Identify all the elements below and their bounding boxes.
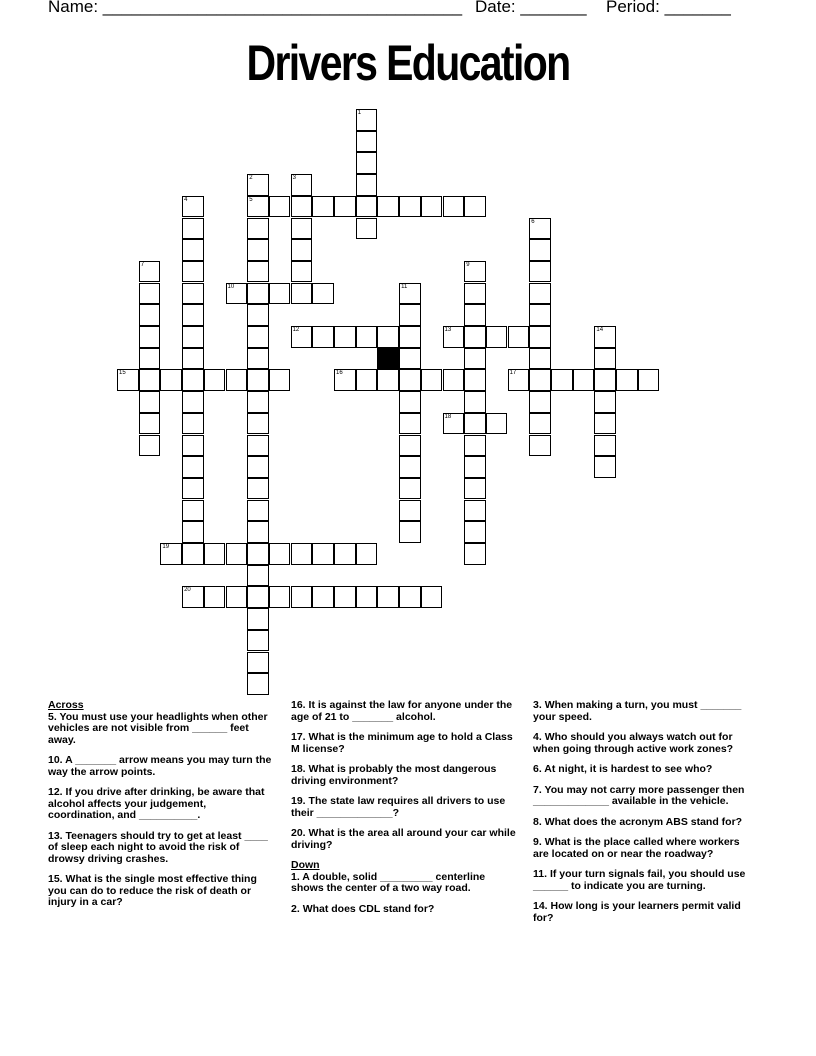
crossword-cell[interactable] bbox=[247, 218, 269, 240]
crossword-cell[interactable] bbox=[291, 196, 313, 218]
clue-number: 4 bbox=[184, 196, 188, 203]
name-field-label: Name: ______________________________________ bbox=[48, 0, 463, 16]
clue-across-17: 17. What is the minimum age to hold a Class M license? bbox=[291, 731, 513, 755]
crossword-cell[interactable] bbox=[139, 283, 161, 305]
crossword-cell[interactable] bbox=[269, 543, 291, 565]
crossword-cell[interactable] bbox=[182, 500, 204, 522]
clue-number: 11 bbox=[401, 283, 408, 290]
crossword-cell[interactable] bbox=[399, 478, 421, 500]
crossword-cell[interactable] bbox=[616, 369, 638, 391]
crossword-cell[interactable] bbox=[291, 218, 313, 240]
crossword-cell[interactable] bbox=[529, 283, 551, 305]
crossword-cell[interactable] bbox=[399, 500, 421, 522]
crossword-cell[interactable] bbox=[247, 239, 269, 261]
crossword-cell[interactable] bbox=[464, 196, 486, 218]
date-field-label: Date: _______ bbox=[475, 0, 587, 16]
crossword-cell[interactable] bbox=[594, 348, 616, 370]
clue-number: 6 bbox=[531, 218, 535, 225]
crossword-black-cell bbox=[377, 348, 399, 370]
crossword-cell[interactable] bbox=[334, 586, 356, 608]
crossword-cell[interactable] bbox=[247, 586, 269, 608]
crossword-cell[interactable] bbox=[139, 348, 161, 370]
crossword-cell[interactable] bbox=[312, 586, 334, 608]
clue-down-7: 7. You may not carry more passenger then _____________ available in the vehicle. bbox=[533, 783, 745, 807]
crossword-cell[interactable] bbox=[399, 369, 421, 391]
crossword-cell[interactable] bbox=[356, 218, 378, 240]
crossword-cell[interactable] bbox=[139, 326, 161, 348]
crossword-cell[interactable] bbox=[226, 543, 248, 565]
crossword-cell[interactable] bbox=[638, 369, 660, 391]
clue-number: 9 bbox=[466, 261, 470, 268]
crossword-cell[interactable] bbox=[377, 196, 399, 218]
crossword-cell[interactable] bbox=[529, 326, 551, 348]
crossword-cell[interactable] bbox=[182, 369, 204, 391]
crossword-cell[interactable] bbox=[247, 478, 269, 500]
crossword-cell[interactable] bbox=[139, 304, 161, 326]
clue-down-11: 11. If your turn signals fail, you should use ______ to indicate you are turning. bbox=[533, 868, 746, 892]
clue-down-3: 3. When making a turn, you must _______ your speed. bbox=[533, 699, 742, 723]
crossword-cell[interactable] bbox=[247, 543, 269, 565]
clue-number: 3 bbox=[292, 175, 296, 182]
clue-number: 19 bbox=[162, 544, 170, 550]
crossword-cell[interactable] bbox=[356, 131, 378, 153]
crossword-cell[interactable] bbox=[247, 456, 269, 478]
crossword-cell[interactable] bbox=[529, 261, 551, 283]
clue-number: 7 bbox=[140, 261, 145, 268]
crossword-cell[interactable] bbox=[182, 196, 204, 218]
crossword-cell[interactable] bbox=[399, 456, 421, 478]
crossword-cell[interactable] bbox=[182, 586, 204, 608]
crossword-cell[interactable] bbox=[594, 391, 616, 413]
clue-down-6: 6. At night, it is hardest to see who? bbox=[533, 763, 713, 775]
crossword-cell[interactable] bbox=[594, 413, 616, 435]
crossword-cell[interactable] bbox=[377, 326, 399, 348]
crossword-cell[interactable] bbox=[508, 326, 530, 348]
crossword-cell[interactable] bbox=[356, 152, 378, 174]
clue-down-2: 2. What does CDL stand for? bbox=[291, 902, 435, 915]
crossword-cell[interactable] bbox=[291, 326, 313, 348]
across-heading: Across bbox=[48, 699, 84, 711]
crossword-cell[interactable] bbox=[529, 304, 551, 326]
clue-across-18: 18. What is probably the most dangerous driving environment? bbox=[291, 763, 497, 787]
crossword-cell[interactable] bbox=[529, 348, 551, 370]
crossword-cell[interactable] bbox=[247, 500, 269, 522]
crossword-cell[interactable] bbox=[529, 435, 551, 457]
clue-across-13: 13. Teenagers should try to get at least ____ of sleep each night to avoid the risk of drowsy driving crashes. bbox=[48, 829, 268, 865]
clue-number: 14 bbox=[596, 327, 604, 333]
crossword-cell[interactable] bbox=[529, 413, 551, 435]
crossword-cell[interactable] bbox=[529, 369, 551, 391]
page-title: Drivers Education bbox=[246, 35, 570, 91]
crossword-cell[interactable] bbox=[443, 413, 465, 435]
crossword-cell[interactable] bbox=[399, 435, 421, 457]
crossword-cell[interactable] bbox=[399, 413, 421, 435]
crossword-cell[interactable] bbox=[182, 348, 204, 370]
crossword-cell[interactable] bbox=[204, 369, 226, 391]
clue-number: 12 bbox=[292, 327, 300, 333]
crossword-cell[interactable] bbox=[160, 543, 182, 565]
crossword-cell[interactable] bbox=[139, 413, 161, 435]
crossword-cell[interactable] bbox=[247, 283, 269, 305]
crossword-cell[interactable] bbox=[182, 218, 204, 240]
crossword-cell[interactable] bbox=[182, 326, 204, 348]
clue-down-14: 14. How long is your learners permit valid for? bbox=[533, 900, 741, 924]
crossword-cell[interactable] bbox=[508, 369, 530, 391]
crossword-cell[interactable] bbox=[247, 630, 269, 652]
crossword-cell[interactable] bbox=[356, 369, 378, 391]
crossword-cell[interactable] bbox=[399, 196, 421, 218]
crossword-cell[interactable] bbox=[247, 174, 269, 196]
crossword-cell[interactable] bbox=[334, 543, 356, 565]
crossword-cell[interactable] bbox=[226, 369, 248, 391]
crossword-cell[interactable] bbox=[356, 586, 378, 608]
period-field-label: Period: _______ bbox=[606, 0, 731, 16]
crossword-cell[interactable] bbox=[356, 109, 378, 131]
crossword-cell[interactable] bbox=[182, 521, 204, 543]
crossword-cell[interactable] bbox=[551, 369, 573, 391]
crossword-cell[interactable] bbox=[269, 196, 291, 218]
crossword-cell[interactable] bbox=[269, 586, 291, 608]
crossword-cell[interactable] bbox=[399, 391, 421, 413]
crossword-cell[interactable] bbox=[356, 543, 378, 565]
crossword-cell[interactable] bbox=[399, 283, 421, 305]
crossword-cell[interactable] bbox=[247, 304, 269, 326]
clue-down-8: 8. What does the acronym ABS stand for? bbox=[533, 815, 743, 828]
clues-column-1 bbox=[48, 700, 273, 918]
clue-number: 5 bbox=[249, 196, 253, 203]
crossword-cell[interactable] bbox=[464, 348, 486, 370]
crossword-cell[interactable] bbox=[421, 586, 443, 608]
crossword-cell[interactable] bbox=[464, 283, 486, 305]
crossword-cell[interactable] bbox=[421, 196, 443, 218]
crossword-cell[interactable] bbox=[247, 261, 269, 283]
clue-number: 15 bbox=[119, 370, 126, 377]
crossword-cell[interactable] bbox=[594, 326, 616, 348]
clues-column-2 bbox=[291, 700, 516, 924]
crossword-cell[interactable] bbox=[247, 196, 269, 218]
clue-across-16: 16. It is against the law for anyone under the age of 21 to _______ alcohol. bbox=[291, 699, 513, 723]
clue-number: 17 bbox=[509, 370, 517, 377]
clue-number: 13 bbox=[444, 327, 452, 333]
crossword-cell[interactable] bbox=[486, 413, 508, 435]
crossword-cell[interactable] bbox=[464, 478, 486, 500]
crossword-cell[interactable] bbox=[139, 435, 161, 457]
crossword-cell[interactable] bbox=[139, 369, 161, 391]
crossword-cell[interactable] bbox=[247, 326, 269, 348]
crossword-cell[interactable] bbox=[139, 391, 161, 413]
clue-number: 18 bbox=[444, 413, 452, 420]
crossword-cell[interactable] bbox=[594, 456, 616, 478]
crossword-cell[interactable] bbox=[529, 391, 551, 413]
crossword-cell[interactable] bbox=[247, 413, 269, 435]
crossword-cell[interactable] bbox=[399, 521, 421, 543]
crossword-cell[interactable] bbox=[247, 521, 269, 543]
clue-across-20: 20. What is the area all around your car while driving? bbox=[291, 827, 516, 851]
crossword-cell[interactable] bbox=[291, 239, 313, 261]
crossword-cell[interactable] bbox=[464, 500, 486, 522]
clue-down-4: 4. Who should you always watch out for when going through active work zones? bbox=[533, 731, 734, 755]
crossword-cell[interactable] bbox=[486, 326, 508, 348]
clues-column-3 bbox=[533, 700, 758, 933]
crossword-cell[interactable] bbox=[443, 369, 465, 391]
crossword-cell[interactable] bbox=[399, 348, 421, 370]
crossword-cell[interactable] bbox=[464, 326, 486, 348]
clue-number: 20 bbox=[184, 587, 191, 594]
clue-across-12: 12. If you drive after drinking, be aware that alcohol affects your judgement, coordination, and __________. bbox=[48, 786, 265, 821]
crossword-cell[interactable] bbox=[464, 261, 486, 283]
crossword-cell[interactable] bbox=[247, 391, 269, 413]
crossword-cell[interactable] bbox=[182, 304, 204, 326]
crossword-cell[interactable] bbox=[182, 456, 204, 478]
crossword-cell[interactable] bbox=[399, 586, 421, 608]
crossword-cell[interactable] bbox=[464, 521, 486, 543]
crossword-cell[interactable] bbox=[247, 348, 269, 370]
crossword-cell[interactable] bbox=[464, 543, 486, 565]
crossword-cell[interactable] bbox=[464, 456, 486, 478]
crossword-cell[interactable] bbox=[464, 369, 486, 391]
crossword-cell[interactable] bbox=[464, 435, 486, 457]
clue-down-1: 1. A double, solid _________ centerline shows the center of a two way road. bbox=[291, 870, 486, 894]
crossword-cell[interactable] bbox=[334, 196, 356, 218]
clue-number: 2 bbox=[249, 175, 253, 182]
clue-across-5: 5. You must use your headlights when other vehicles are not visible from ______ feet away. bbox=[48, 710, 268, 746]
crossword-cell[interactable] bbox=[529, 239, 551, 261]
crossword-cell[interactable] bbox=[377, 369, 399, 391]
crossword-cell[interactable] bbox=[334, 369, 356, 391]
crossword-cell[interactable] bbox=[291, 174, 313, 196]
crossword-cell[interactable] bbox=[594, 369, 616, 391]
crossword-cell[interactable] bbox=[312, 196, 334, 218]
crossword-cell[interactable] bbox=[356, 326, 378, 348]
crossword-cell[interactable] bbox=[226, 586, 248, 608]
crossword-cell[interactable] bbox=[269, 369, 291, 391]
crossword-cell[interactable] bbox=[182, 413, 204, 435]
crossword-cell[interactable] bbox=[182, 261, 204, 283]
crossword-cell[interactable] bbox=[291, 283, 313, 305]
crossword-cell[interactable] bbox=[182, 239, 204, 261]
crossword-cell[interactable] bbox=[269, 283, 291, 305]
down-heading: Down bbox=[291, 859, 320, 871]
crossword-cell[interactable] bbox=[117, 369, 139, 391]
crossword-cell[interactable] bbox=[573, 369, 595, 391]
crossword-cell[interactable] bbox=[529, 218, 551, 240]
crossword-cell[interactable] bbox=[421, 369, 443, 391]
crossword-cell[interactable] bbox=[312, 326, 334, 348]
clue-across-15: 15. What is the single most effective thing you can do to reduce the risk of death or injury in a car? bbox=[48, 873, 257, 908]
crossword-cell[interactable] bbox=[312, 543, 334, 565]
crossword-cell[interactable] bbox=[182, 543, 204, 565]
crossword-cell[interactable] bbox=[377, 586, 399, 608]
crossword-cell[interactable] bbox=[464, 304, 486, 326]
crossword-cell[interactable] bbox=[247, 369, 269, 391]
crossword-cell[interactable] bbox=[139, 261, 161, 283]
clue-across-10: 10. A _______ arrow means you may turn the way the arrow points. bbox=[48, 754, 272, 778]
crossword-cell[interactable] bbox=[182, 478, 204, 500]
crossword-cell[interactable] bbox=[182, 283, 204, 305]
crossword-cell[interactable] bbox=[594, 435, 616, 457]
crossword-cell[interactable] bbox=[226, 283, 248, 305]
crossword-cell[interactable] bbox=[291, 543, 313, 565]
crossword-cell[interactable] bbox=[204, 543, 226, 565]
crossword-cell[interactable] bbox=[464, 391, 486, 413]
crossword-cell[interactable] bbox=[182, 435, 204, 457]
crossword-cell[interactable] bbox=[247, 565, 269, 587]
crossword-cell[interactable] bbox=[247, 673, 269, 695]
clue-down-9: 9. What is the place called where workers are located on or near the roadway? bbox=[533, 836, 740, 860]
clue-number: 10 bbox=[227, 283, 235, 290]
crossword-cell[interactable] bbox=[312, 283, 334, 305]
crossword-cell[interactable] bbox=[182, 391, 204, 413]
crossword-cell[interactable] bbox=[204, 586, 226, 608]
crossword-cell[interactable] bbox=[247, 608, 269, 630]
crossword-cell[interactable] bbox=[356, 174, 378, 196]
clue-number: 16 bbox=[336, 370, 343, 377]
crossword-cell[interactable] bbox=[399, 304, 421, 326]
crossword-cell[interactable] bbox=[399, 326, 421, 348]
crossword-cell[interactable] bbox=[464, 413, 486, 435]
crossword-cell[interactable] bbox=[356, 196, 378, 218]
crossword-cell[interactable] bbox=[160, 369, 182, 391]
crossword-cell[interactable] bbox=[291, 586, 313, 608]
clue-number: 1 bbox=[357, 110, 362, 116]
crossword-cell[interactable] bbox=[334, 326, 356, 348]
crossword-cell[interactable] bbox=[443, 196, 465, 218]
crossword-cell[interactable] bbox=[291, 261, 313, 283]
crossword-cell[interactable] bbox=[247, 652, 269, 674]
crossword-cell[interactable] bbox=[247, 435, 269, 457]
clue-across-19: 19. The state law requires all drivers to use their _____________? bbox=[291, 795, 506, 819]
crossword-cell[interactable] bbox=[443, 326, 465, 348]
